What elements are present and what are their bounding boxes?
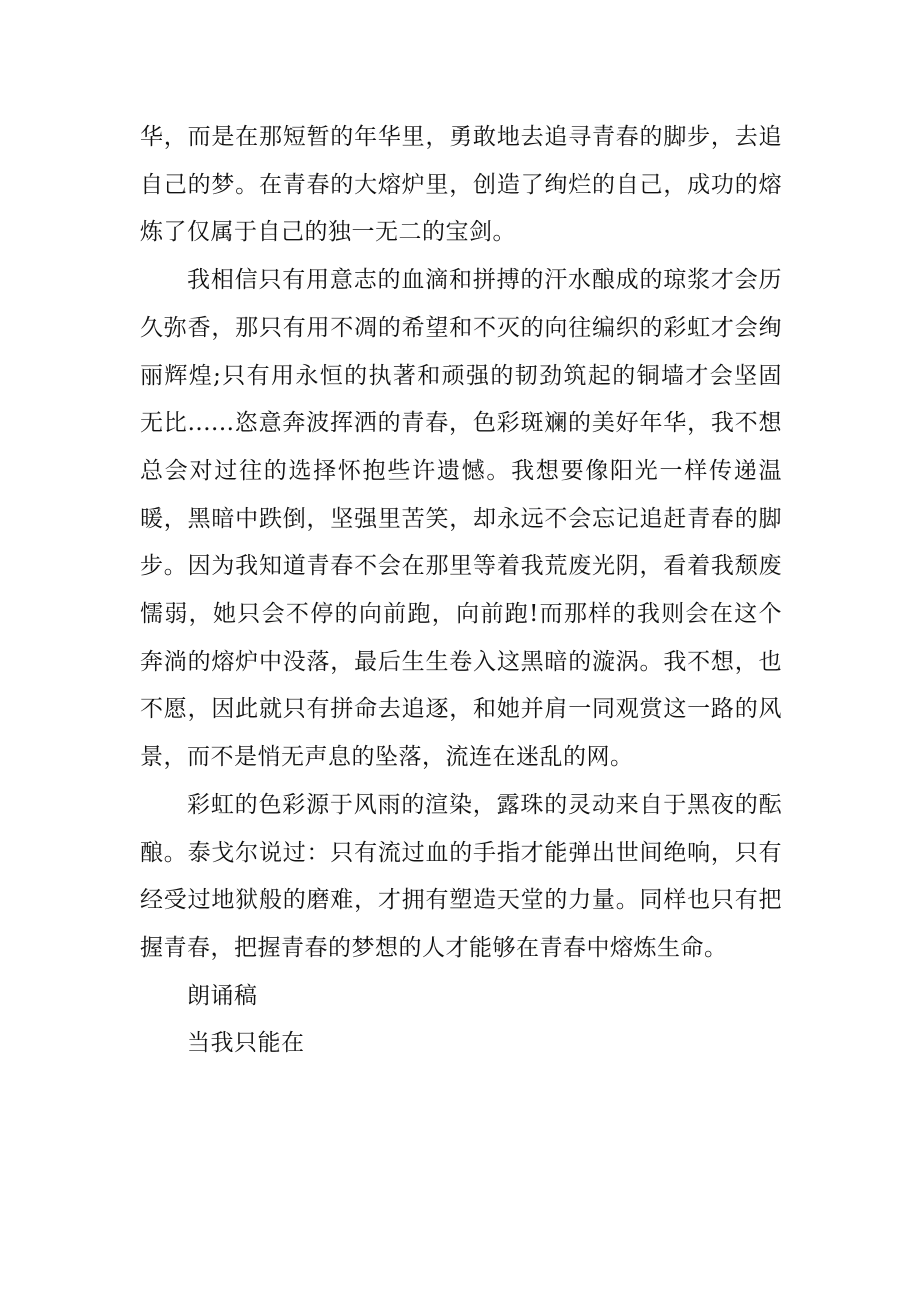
document-body (140, 114, 782, 1068)
section-heading: 朗诵稿 (187, 982, 258, 1009)
paragraph-rainbow: 彩虹的色彩源于风雨的渲染，露珠的灵动来自于黑夜的酝酿。泰戈尔说过：只有流过血的手指才能弹出世间绝响，只有经受过地狱般的磨难，才拥有塑造天堂的力量。同样也只有把握青春，把握青春的梦想的人才能够在青春中熔炼生命。 (140, 791, 782, 961)
paragraph-fragment: 当我只能在 (187, 1030, 305, 1057)
paragraph-continuation: 华，而是在那短暂的年华里，勇敢地去追寻青春的脚步，去追自己的梦。在青春的大熔炉里，创造了绚烂的自己，成功的熔炼了仅属于自己的独一无二的宝剑。 (140, 124, 782, 246)
paragraph-belief: 我相信只有用意志的血滴和拼搏的汗水酿成的琼浆才会历久弥香，那只有用不凋的希望和不灭的向往编织的彩虹才会绚丽辉煌;只有用永恒的执著和顽强的韧劲筑起的铜墙才会坚固无比......恣意奔波挥洒的青春，色彩斑斓的美好年华，我不想总会对过往的选择怀抱些许遗憾。我想要像阳光一样传递温暖，黑暗中跌倒，坚强里苦笑，却永远不会忘记追赶青春的脚步。因为我知道青春不会在那里等着我荒废光阴，看着我颓废懦弱，她只会不停的向前跑，向前跑!而那样的我则会在这个奔淌的熔炉中没落，最后生生卷入这黑暗的漩涡。我不想，也不愿，因此就只有拼命去追逐，和她并肩一同观赏这一路的风景，而不是悄无声息的坠落，流连在迷乱的网。 (140, 267, 782, 771)
